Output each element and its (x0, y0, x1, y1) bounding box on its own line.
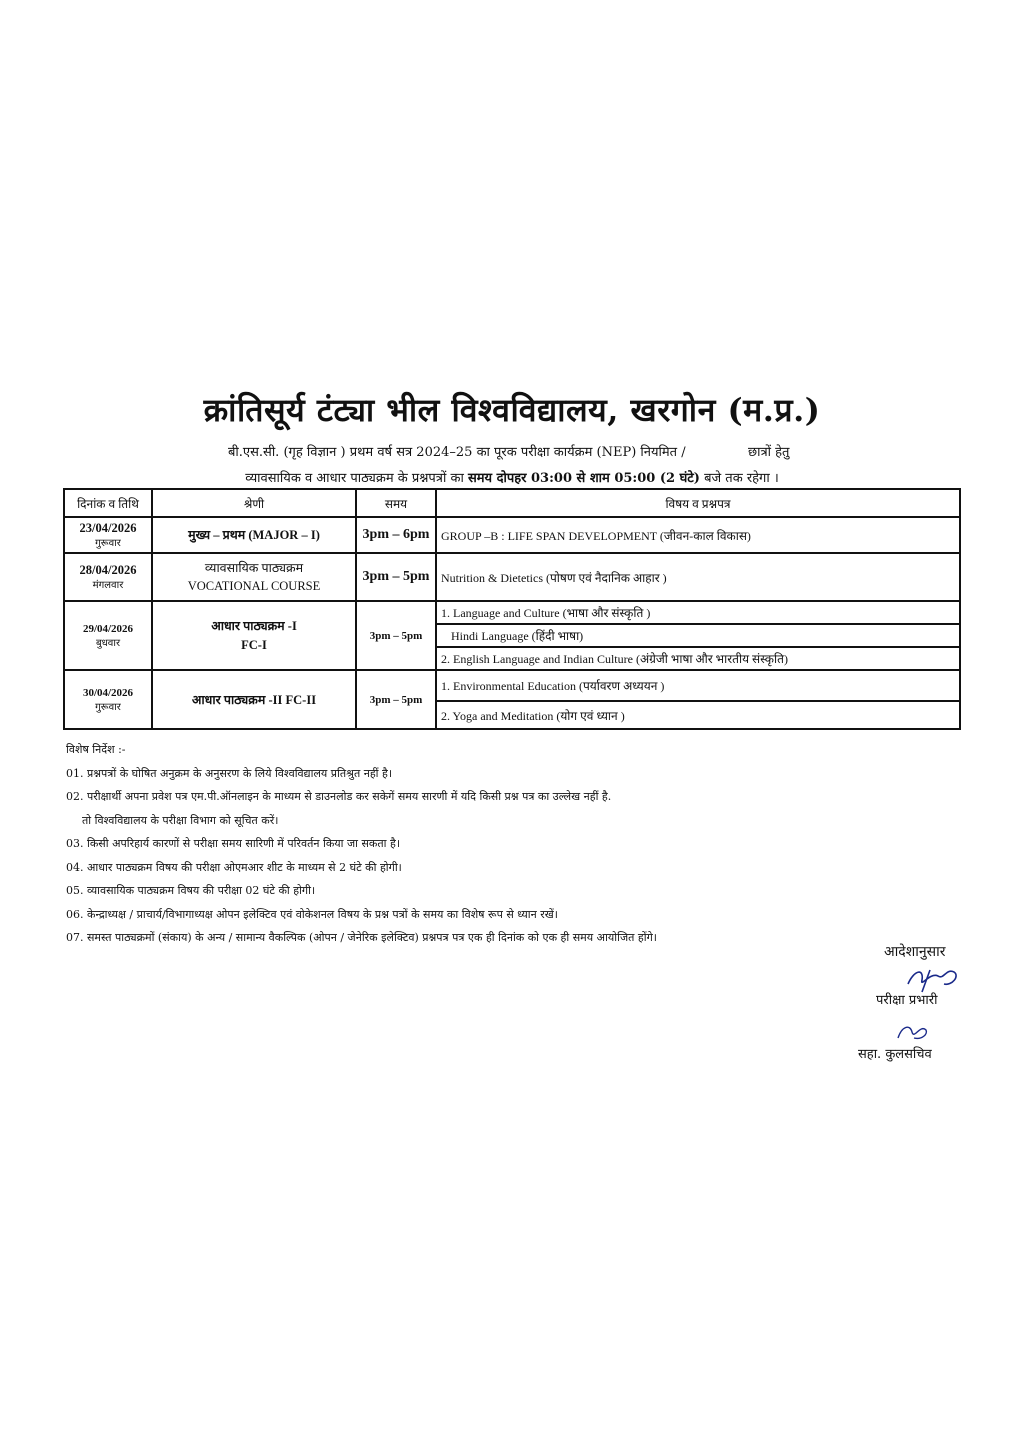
table-header-row (64, 489, 960, 517)
subject-cell: 2. English Language and Indian Culture (अंग्रेजी भाषा और भारतीय संस्कृति) (436, 647, 960, 670)
date-value: 29/04/2026 (82, 622, 134, 635)
asst-registrar-label: सहा. कुलसचिव (858, 1047, 932, 1062)
subtitle-line-2-time: समय दोपहर 03:00 से शाम 05:00 (2 घंटे) (467, 471, 700, 486)
subtitle-line-2 (0, 468, 1024, 486)
note-item: 04. आधार पाठ्यक्रम विषय की परीक्षा ओएमआर शीट के माध्यम से 2 घंटे की होगी। (66, 860, 402, 874)
note-item: 02. परीक्षार्थी अपना प्रवेश पत्र एम.पी.ऑनलाइन के माध्यम से डाउनलोड कर सकेगें समय सारणी में यदि किसी प्रश्न पत्र का उल्लेख नहीं है. (66, 790, 612, 803)
subject-cell: 1. Environmental Education (पर्यावरण अध्ययन ) (436, 670, 960, 701)
table-row (64, 601, 960, 624)
note-item: 05. व्यावसायिक पाठ्यक्रम विषय की परीक्षा 02 घंटे की होगी। (66, 884, 316, 897)
day-value: गुरूवार (95, 537, 121, 549)
exam-incharge-label: परीक्षा प्रभारी (876, 993, 938, 1008)
page-title: क्रांतिसूर्य टंट्या भील विश्वविद्यालय, खरगोन (म.प्र.) (203, 391, 821, 429)
day-value: मंगलवार (92, 580, 124, 592)
time-cell: 3pm – 6pm (356, 517, 436, 553)
subtitle-line-2-start: व्यावसायिक व आधार पाठ्यक्रम के प्रश्नपत्रों का (245, 471, 468, 486)
subject-cell: 1. Language and Culture (भाषा और संस्कृति ) (436, 601, 960, 624)
category-cell: मुख्य – प्रथम (MAJOR – I) (152, 517, 356, 553)
note-item: 01. प्रश्नपत्रों के घोषित अनुक्रम के अनुसरण के लिये विश्वविद्यालय प्रतिश्रुत नहीं है। (66, 766, 393, 780)
note-item: 07. समस्त पाठ्यक्रमों (संकाय) के अन्य / सामान्य वैकल्पिक (ओपन / जेनेरिक इलेक्टिव) प्रश्नपत्र पत्र एक ही दिनांक को एक ही समय आयोजित होंगे। (66, 931, 657, 944)
date-cell (64, 553, 152, 601)
header-category: श्रेणी (152, 489, 356, 517)
subtitle-line-1: बी.एस.सी. (गृह विज्ञान ) प्रथम वर्ष सत्र 2024–25 का पूरक परीक्षा कार्यक्रम (NEP) नियमित / (228, 445, 686, 460)
category-line-2: FC-I (241, 637, 267, 652)
header-date: दिनांक व तिथि (64, 489, 152, 517)
note-item: 06. केन्द्राध्यक्ष / प्राचार्य/विभागाध्यक्ष ओपन इलेक्टिव एवं वोकेशनल विषय के प्रश्न पत्रों के समय का विशेष रूप से ध्यान रखें। (66, 907, 558, 921)
subtitle-line-2-end: बजे तक रहेगा । (699, 471, 779, 486)
time-cell: 3pm – 5pm (356, 553, 436, 601)
day-value: बुधवार (95, 637, 121, 649)
category-cell (152, 601, 356, 670)
date-value: 23/04/2026 (79, 521, 137, 535)
order-label: आदेशानुसार (884, 944, 946, 960)
exam-schedule-table (63, 488, 961, 730)
time-cell: 3pm – 5pm (356, 670, 436, 729)
note-item: 03. किसी अपरिहार्य कारणों से परीक्षा समय सारिणी में परिवर्तन किया जा सकता है। (66, 837, 401, 850)
date-cell (64, 670, 152, 729)
category-cell (152, 553, 356, 601)
date-value: 28/04/2026 (79, 563, 137, 578)
header-subject: विषय व प्रश्नपत्र (436, 489, 960, 517)
subject-cell: 2. Yoga and Meditation (योग एवं ध्यान ) (436, 701, 960, 729)
category-hindi: व्यावसायिक पाठ्यक्रम (204, 560, 304, 575)
category-line-1: आधार पाठ्यक्रम -I (211, 619, 297, 634)
table-row (64, 553, 960, 601)
day-value: गुरूवार (95, 701, 121, 713)
notes-heading: विशेष निर्देश :- (66, 743, 126, 756)
category-english: VOCATIONAL COURSE (187, 579, 321, 594)
header-time: समय (356, 489, 436, 517)
date-cell (64, 517, 152, 553)
special-instructions (66, 738, 966, 950)
subject-cell: Nutrition & Dietetics (पोषण एवं नैदानिक आहार ) (436, 553, 960, 601)
date-cell (64, 601, 152, 670)
table-row (64, 517, 960, 553)
subject-cell: GROUP –B : LIFE SPAN DEVELOPMENT (जीवन-काल विकास) (436, 517, 960, 553)
asst-registrar-signature (892, 1020, 932, 1046)
time-cell: 3pm – 5pm (356, 601, 436, 670)
category-cell: आधार पाठ्यक्रम -II FC-II (152, 670, 356, 729)
date-value: 30/04/2026 (82, 686, 134, 699)
table-row (64, 670, 960, 701)
subject-cell: Hindi Language (हिंदी भाषा) (436, 624, 960, 647)
note-item: तो विश्वविद्यालय के परीक्षा विभाग को सूचित करें। (82, 813, 279, 827)
subtitle-line-1-tail: छात्रों हेतु (748, 445, 790, 460)
